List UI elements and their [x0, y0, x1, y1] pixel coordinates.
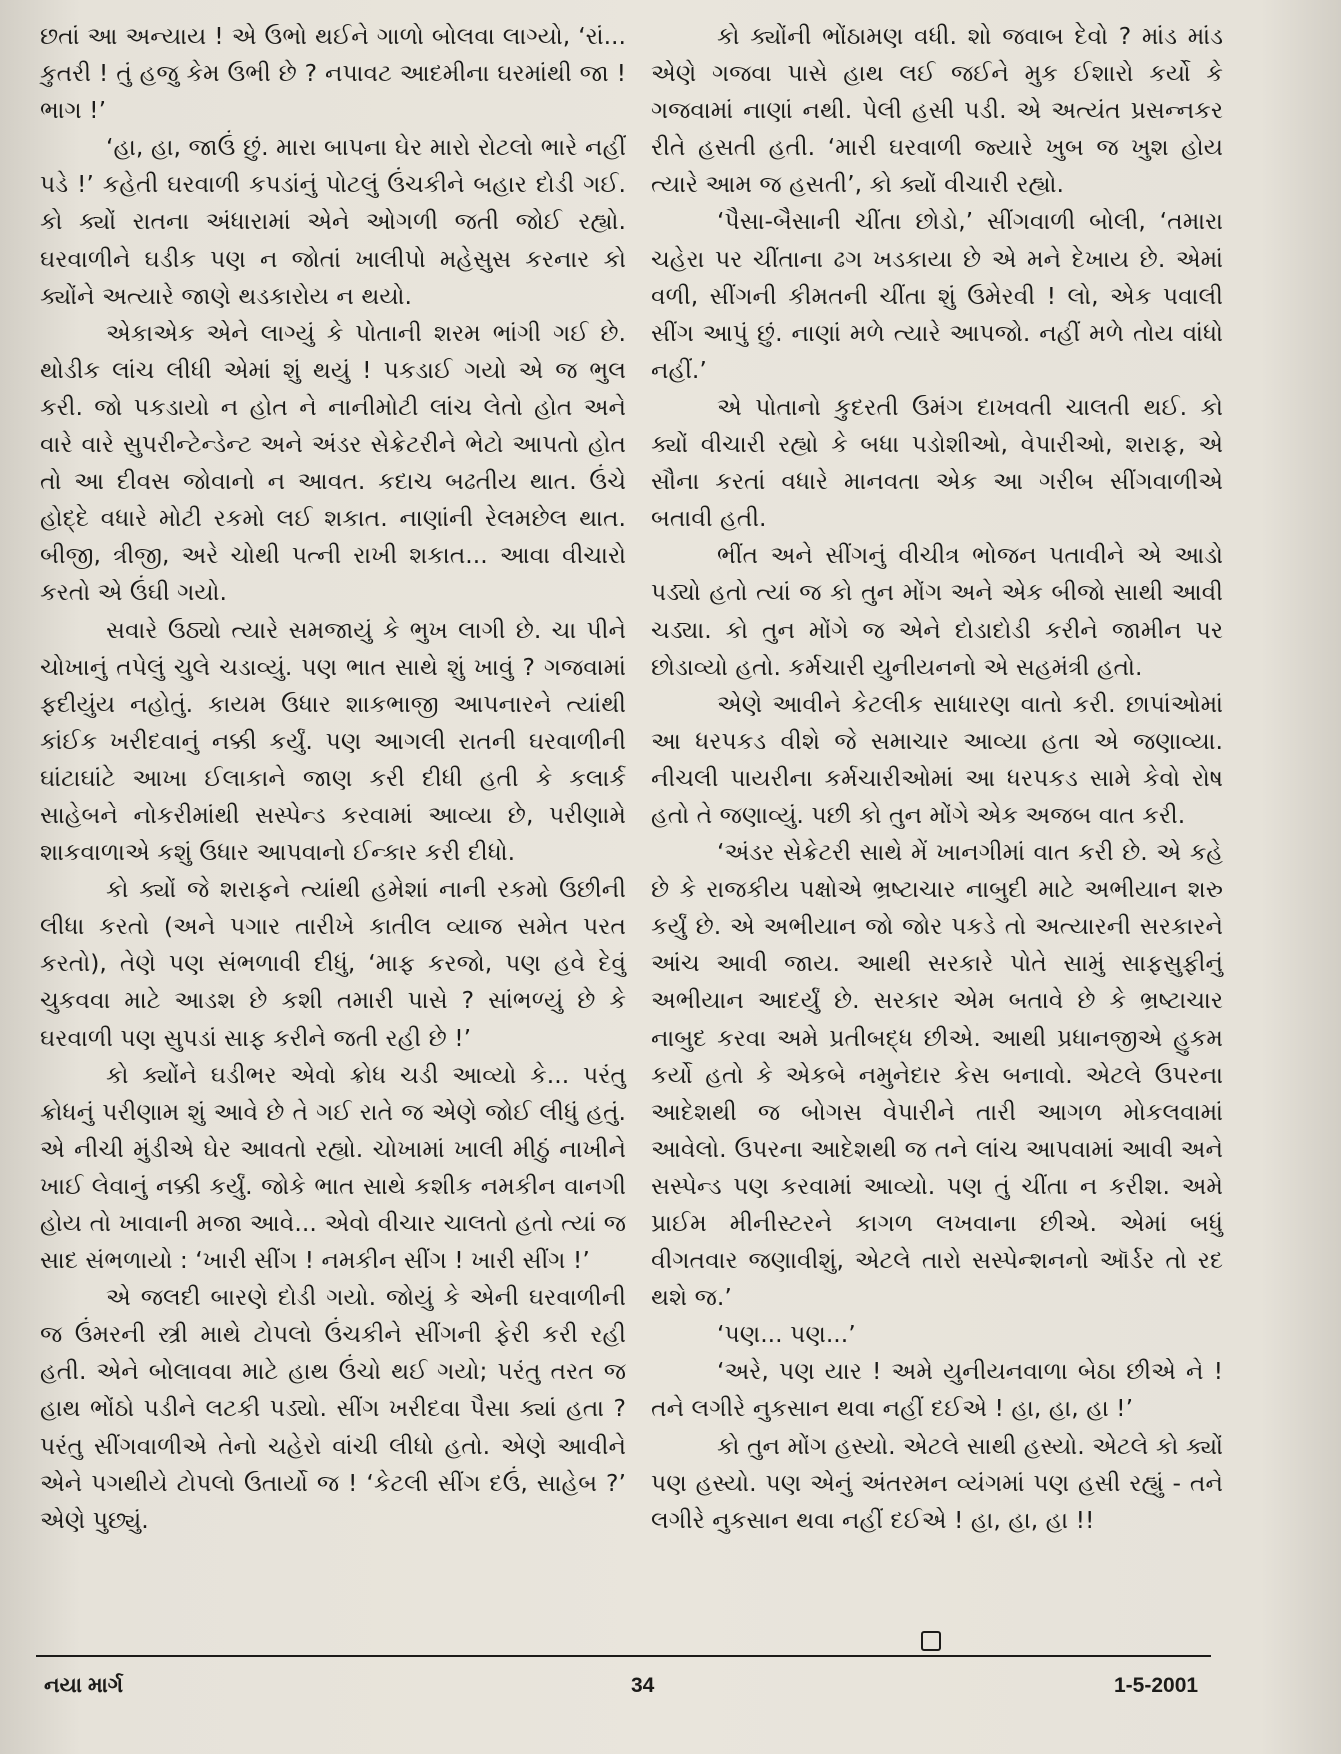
- paragraph: એણે આવીને કેટલીક સાધારણ વાતો કરી. છાપાંઓમાં આ ધરપકડ વીશે જે સમાચાર આવ્યા હતા એ જણાવ્યા. નીચલી પાયરીના કર્મચારીઓમાં આ ધરપકડ સામે કેવો રોષ હતો તે જણાવ્યું. પછી કો તુન મોંગે એક અજબ વાત કરી.: [651, 689, 1223, 829]
- paragraph: ‘પણ... પણ...’: [717, 1320, 856, 1349]
- paragraph: ‘હા, હા, જાઉં છું. મારા બાપના ઘેર મારો રોટલો ભારે નહીં પડે !’ કહેતી ઘરવાળી કપડાંનું પોટલું ઉંચકીને બહાર દોડી ગઈ. કો ક્યોં રાતના અંધારામાં એને ઓગળી જતી જોઈ રહ્યો. ઘરવાળીને ઘડીક પણ ન જોતાં ખાલીપો મહેસુસ કરનાર કો ક્યોંને અત્યારે જાણે થડકારોય ન થયો.: [40, 133, 626, 310]
- paragraph: ‘અરે, પણ યાર ! અમે યુનીયનવાળા બેઠા છીએ ને ! તને લગીરે નુકસાન થવા નહીં દઈએ ! હા, હા, હા !’: [651, 1357, 1223, 1423]
- paragraph: ભીંત અને સીંગનું વીચીત્ર ભોજન પતાવીને એ આડો પડ્યો હતો ત્યાં જ કો તુન મોંગ અને એક બીજો સાથી આવી ચડ્યા. કો તુન મોંગે જ એને દોડાદોડી કરીને જામીન પર છોડાવ્યો હતો. કર્મચારી યુનીયનનો એ સહમંત્રી હતો.: [651, 541, 1223, 681]
- magazine-title: નયા માર્ગ: [44, 1674, 124, 1697]
- footer-rule: [36, 1655, 1211, 1657]
- right-column: [651, 18, 1223, 1539]
- paragraph: એ જલદી બારણે દોડી ગયો. જોયું કે એની ઘરવાળીની જ ઉંમરની સ્ત્રી માથે ટોપલો ઉંચકીને સીંગની ફેરી કરી રહી હતી. એને બોલાવવા માટે હાથ ઉંચો થઈ ગયો; પરંતુ તરત જ હાથ ભોંઠો પડીને લટકી પડ્યો. સીંગ ખરીદવા પૈસા ક્યાં હતા ? પરંતુ સીંગવાળીએ તેનો ચહેરો વાંચી લીધો હતો. એણે આવીને એને પગથીયે ટોપલો ઉતાર્યો જ ! ‘કેટલી સીંગ દઉં, સાહેબ ?’ એણે પુછ્યું.: [40, 1283, 626, 1534]
- paragraph: કો ક્યોંની ભોંઠામણ વધી. શો જવાબ દેવો ? માંડ માંડ એણે ગજવા પાસે હાથ લઈ જઈને મુક ઈશારો કર્યો કે ગજવામાં નાણાં નથી. પેલી હસી પડી. એ અત્યંત પ્રસન્નકર રીતે હસતી હતી. ‘મારી ઘરવાળી જ્યારે ખુબ જ ખુશ હોય ત્યારે આમ જ હસતી’, કો ક્યોં વીચારી રહ્યો.: [651, 22, 1223, 199]
- paragraph: કો ક્યોંને ઘડીભર એવો ક્રોધ ચડી આવ્યો કે... પરંતુ ક્રોધનું પરીણામ શું આવે છે તે ગઈ રાતે જ એણે જોઈ લીધું હતું. એ નીચી મુંડીએ ઘેર આવતો રહ્યો. ચોખામાં ખાલી મીઠું નાખીને ખાઈ લેવાનું નક્કી કર્યું. જોકે ભાત સાથે કશીક નમકીન વાનગી હોય તો ખાવાની મજા આવે... એવો વીચાર ચાલતો હતો ત્યાં જ સાદ સંભળાયો : ‘ખારી સીંગ ! નમકીન સીંગ ! ખારી સીંગ !’: [40, 1060, 626, 1275]
- paragraph: ‘અંડર સેક્રેટરી સાથે મેં ખાનગીમાં વાત કરી છે. એ કહે છે કે રાજકીય પક્ષોએ ભ્રષ્ટાચાર નાબુદી માટે અભીયાન શરુ કર્યું છે. એ અભીયાન જો જોર પકડે તો અત્યારની સરકારને આંચ આવી જાય. આથી સરકારે પોતે સામું સાફસુફીનું અભીયાન આદર્યું છે. સરકાર એમ બતાવે છે કે ભ્રષ્ટાચાર નાબુદ કરવા અમે પ્રતીબદ્ધ છીએ. આથી પ્રધાનજીએ હુકમ કર્યો હતો કે એકબે નમુનેદાર કેસ બનાવો. એટલે ઉપરના આદેશથી જ બોગસ વેપારીને તારી આગળ મોકલવામાં આવેલો. ઉપરના આદેશથી જ તને લાંચ આપવામાં આવી અને સસ્પેન્ડ પણ કરવામાં આવ્યો. પણ તું ચીંતા ન કરીશ. અમે પ્રાઈમ મીનીસ્ટરને કાગળ લખવાના છીએ. એમાં બધું વીગતવાર જણાવીશું, એટલે તારો સસ્પેન્શનનો ઑર્ડર તો રદ થશે જ.’: [651, 838, 1223, 1312]
- end-of-story-icon: [921, 1631, 941, 1651]
- paragraph: કો ક્યોં જે શરાફને ત્યાંથી હમેશાં નાની રકમો ઉછીની લીધા કરતો (અને પગાર તારીખે કાતીલ વ્યાજ સમેત પરત કરતો), તેણે પણ સંભળાવી દીધું, ‘માફ કરજો, પણ હવે દેવું ચુકવવા માટે આડશ છે કશી તમારી પાસે ? સાંભળ્યું છે કે ઘરવાળી પણ સુપડાં સાફ કરીને જતી રહી છે !’: [40, 875, 626, 1052]
- paragraph: છતાં આ અન્યાય ! એ ઉભો થઈને ગાળો બોલવા લાગ્યો, ‘રાં... કુતરી ! તું હજુ કેમ ઉભી છે ? નપાવટ આદમીના ઘરમાંથી જા ! ભાગ !’: [40, 22, 626, 125]
- paragraph: ‘પૈસા-બૈસાની ચીંતા છોડો,’ સીંગવાળી બોલી, ‘તમારા ચહેરા પર ચીંતાના ઢગ ખડકાયા છે એ મને દેખાય છે. એમાં વળી, સીંગની કીમતની ચીંતા શું ઉમેરવી ! લો, એક પવાલી સીંગ આપું છું. નાણાં મળે ત્યારે આપજો. નહીં મળે તોય વાંધો નહીં.’: [651, 207, 1223, 384]
- paragraph: એ પોતાનો કુદરતી ઉમંગ દાખવતી ચાલતી થઈ. કો ક્યોં વીચારી રહ્યો કે બધા પડોશીઓ, વેપારીઓ, શરાફ, એ સૌના કરતાં વધારે માનવતા એક આ ગરીબ સીંગવાળીએ બતાવી હતી.: [651, 392, 1223, 533]
- paragraph: કો તુન મોંગ હસ્યો. એટલે સાથી હસ્યો. એટલે કો ક્યોં પણ હસ્યો. પણ એનું અંતરમન વ્યંગમાં પણ હસી રહ્યું - તને લગીરે નુકસાન થવા નહીં દઈએ ! હા, હા, હા !!: [651, 1431, 1223, 1534]
- page-number: 34: [631, 1674, 655, 1697]
- paragraph: એકાએક એને લાગ્યું કે પોતાની શરમ ભાંગી ગઈ છે. થોડીક લાંચ લીધી એમાં શું થયું ! પકડાઈ ગયો એ જ ભુલ કરી. જો પકડાયો ન હોત ને નાનીમોટી લાંચ લેતો હોત અને વારે વારે સુપરીન્ટેન્ડેન્ટ અને અંડર સેક્રેટરીને ભેટો આપતો હોત તો આ દીવસ જોવાનો ન આવત. કદાચ બઢતીય થાત. ઉંચે હોદ્દે વધારે મોટી રકમો લઈ શકાત. નાણાંની રેલમછેલ થાત. બીજી, ત્રીજી, અરે ચોથી પત્ની રાખી શકાત... આવા વીચારો કરતો એ ઉંઘી ગયો.: [40, 318, 626, 607]
- paragraph: સવારે ઉઠ્યો ત્યારે સમજાયું કે ભુખ લાગી છે. ચા પીને ચોખાનું તપેલું ચુલે ચડાવ્યું. પણ ભાત સાથે શું ખાવું ? ગજવામાં ફદીયુંય નહોતું. કાયમ ઉધાર શાકભાજી આપનારને ત્યાંથી કાંઈક ખરીદવાનું નક્કી કર્યું. પણ આગલી રાતની ઘરવાળીની ઘાંટાઘાંટે આખા ઈલાકાને જાણ કરી દીધી હતી કે કલાર્ક સાહેબને નોકરીમાંથી સસ્પેન્ડ કરવામાં આવ્યા છે, પરીણામે શાકવાળાએ કશું ઉધાર આપવાનો ઈન્કાર કરી દીધો.: [40, 615, 626, 867]
- left-column: [40, 18, 626, 1539]
- issue-date: 1-5-2001: [1114, 1674, 1199, 1697]
